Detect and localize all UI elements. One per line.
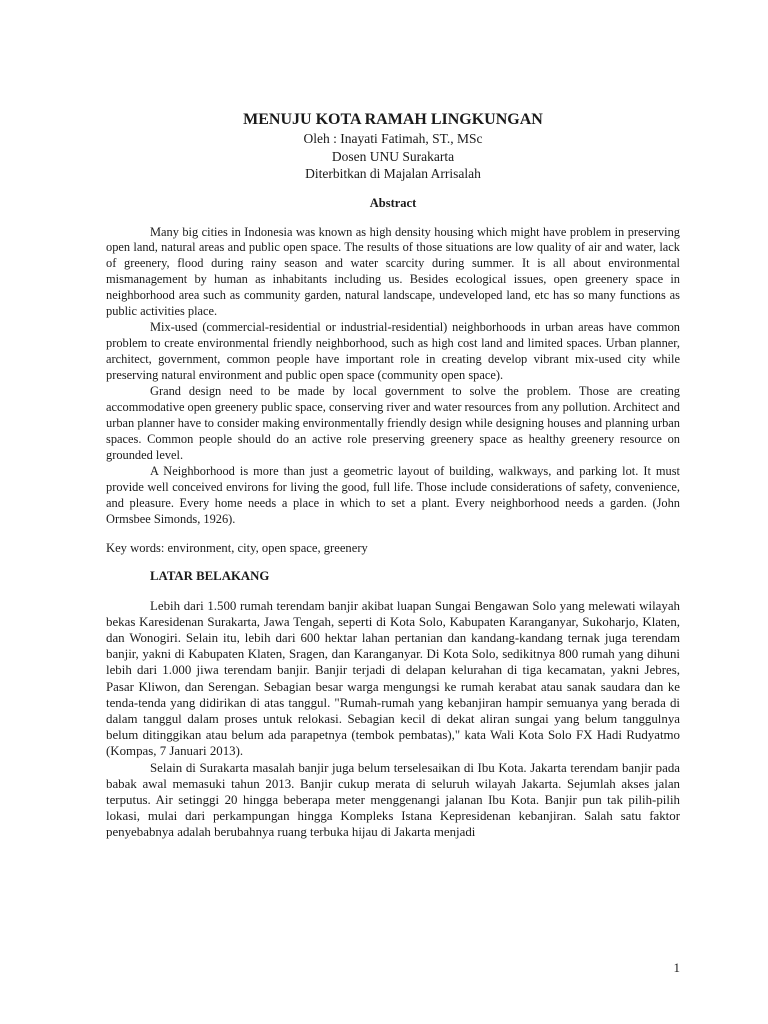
page-number: 1 — [673, 960, 680, 975]
section-heading: LATAR BELAKANG — [150, 568, 270, 583]
body-paragraph: Lebih dari 1.500 rumah terendam banjir akibat luapan Sungai Bengawan Solo yang melewati wilayah bekas Karesidenan Surakarta, Jawa Tengah, seperti di Kota Solo, Kabupaten Karanganyar, Sukoharjo, Klaten, dan Wonogiri. Selain itu, lebih dari 600 hektar lahan pertanian dan kandang-kandang ternak juga terendam banjir, yakni di Kabupaten Klaten, Sragen, dan Karanganyar. Di Kota Solo, sedikitnya 800 rumah yang dihuni lebih dari 1.000 jiwa terendam banjir. Banjir terjadi di delapan kelurahan di tiga kecamatan, yakni Jebres, Pasar Kliwon, dan Serengan. Sebagian besar warga mengungsi ke rumah kerabat atau sanak saudara dan ke tenda-tenda yang didirikan di atas tanggul. "Rumah-rumah yang kebanjiran hampir semuanya yang berada di dalam tanggul dalam proses untuk relokasi. Sebagian kecil di dekat aliran sungai yang belum tanggulnya belum ditinggikan atau belum ada parapetnya (tembok pembatas)," kata Wali Kota Solo FX Hadi Rudyatmo (Kompas, 7 Januari 2013). — [106, 598, 680, 759]
abstract-heading: Abstract — [369, 195, 417, 210]
author-line: Oleh : Inayati Fatimah, ST., MSc — [303, 131, 483, 146]
keywords-line: Key words: environment, city, open space, greenery — [106, 540, 368, 555]
page-content — [106, 110, 680, 841]
affiliation-line: Dosen UNU Surakarta — [331, 148, 455, 164]
abstract-paragraph: Many big cities in Indonesia was known as high density housing which might have problem in preserving open land, natural areas and public open space. The results of those situations are low quality of air and water, lack of greenery, flood during rainy season and water scarcity during summer. It is all about environmental mismanagement by human as inhabitants including us. Besides ecological issues, open greenery space in neighborhood area such as community garden, natural landscape, undeveloped land, etc has so many functions as public activities place. — [106, 224, 680, 319]
publication-line: Diterbitkan di Majalan Arrisalah — [305, 166, 481, 181]
abstract-paragraph: A Neighborhood is more than just a geometric layout of building, walkways, and parking lot. It must provide well conceived environs for living the good, full life. Those include considerations of safety, convenience, and pleasure. Every home needs a place in which to set a plant. Every neighborhood needs a garden. (John Ormsbee Simonds, 1926). — [106, 463, 680, 526]
abstract-paragraph: Grand design need to be made by local government to solve the problem. Those are creating accommodative open greenery public space, conserving river and water resources from any pollution. Architect and urban planner have to consider making environmentally friendly design while designing houses and planning urban spaces. Common people should do an active role preserving greenery space as healthy greenery resource on grounded level. — [106, 384, 680, 462]
document-title: MENUJU KOTA RAMAH LINGKUNGAN — [243, 111, 543, 128]
body-paragraph: Selain di Surakarta masalah banjir juga belum terselesaikan di Ibu Kota. Jakarta terendam banjir pada babak awal memasuki tahun 2013. Banjir cukup merata di seluruh wilayah Jakarta. Sejumlah akses jalan terputus. Air setinggi 20 hingga beberapa meter menggenangi jalanan Ibu Kota. Banjir pun tak pilih-pilih lokasi, mulai dari perkampungan hingga Kompleks Istana Kepresidenan kebanjiran. Salah satu faktor penyebabnya adalah berubahnya ruang terbuka hijau di Jakarta menjadi — [106, 760, 680, 840]
abstract-paragraph: Mix-used (commercial-residential or industrial-residential) neighborhoods in urban areas have common problem to create environmental friendly neighborhood, such as high cost land and limited spaces. Urban planner, architect, government, common people have important role in creating develop vibrant mix-used city while preserving natural environment and public open space (community open space). — [106, 320, 680, 383]
